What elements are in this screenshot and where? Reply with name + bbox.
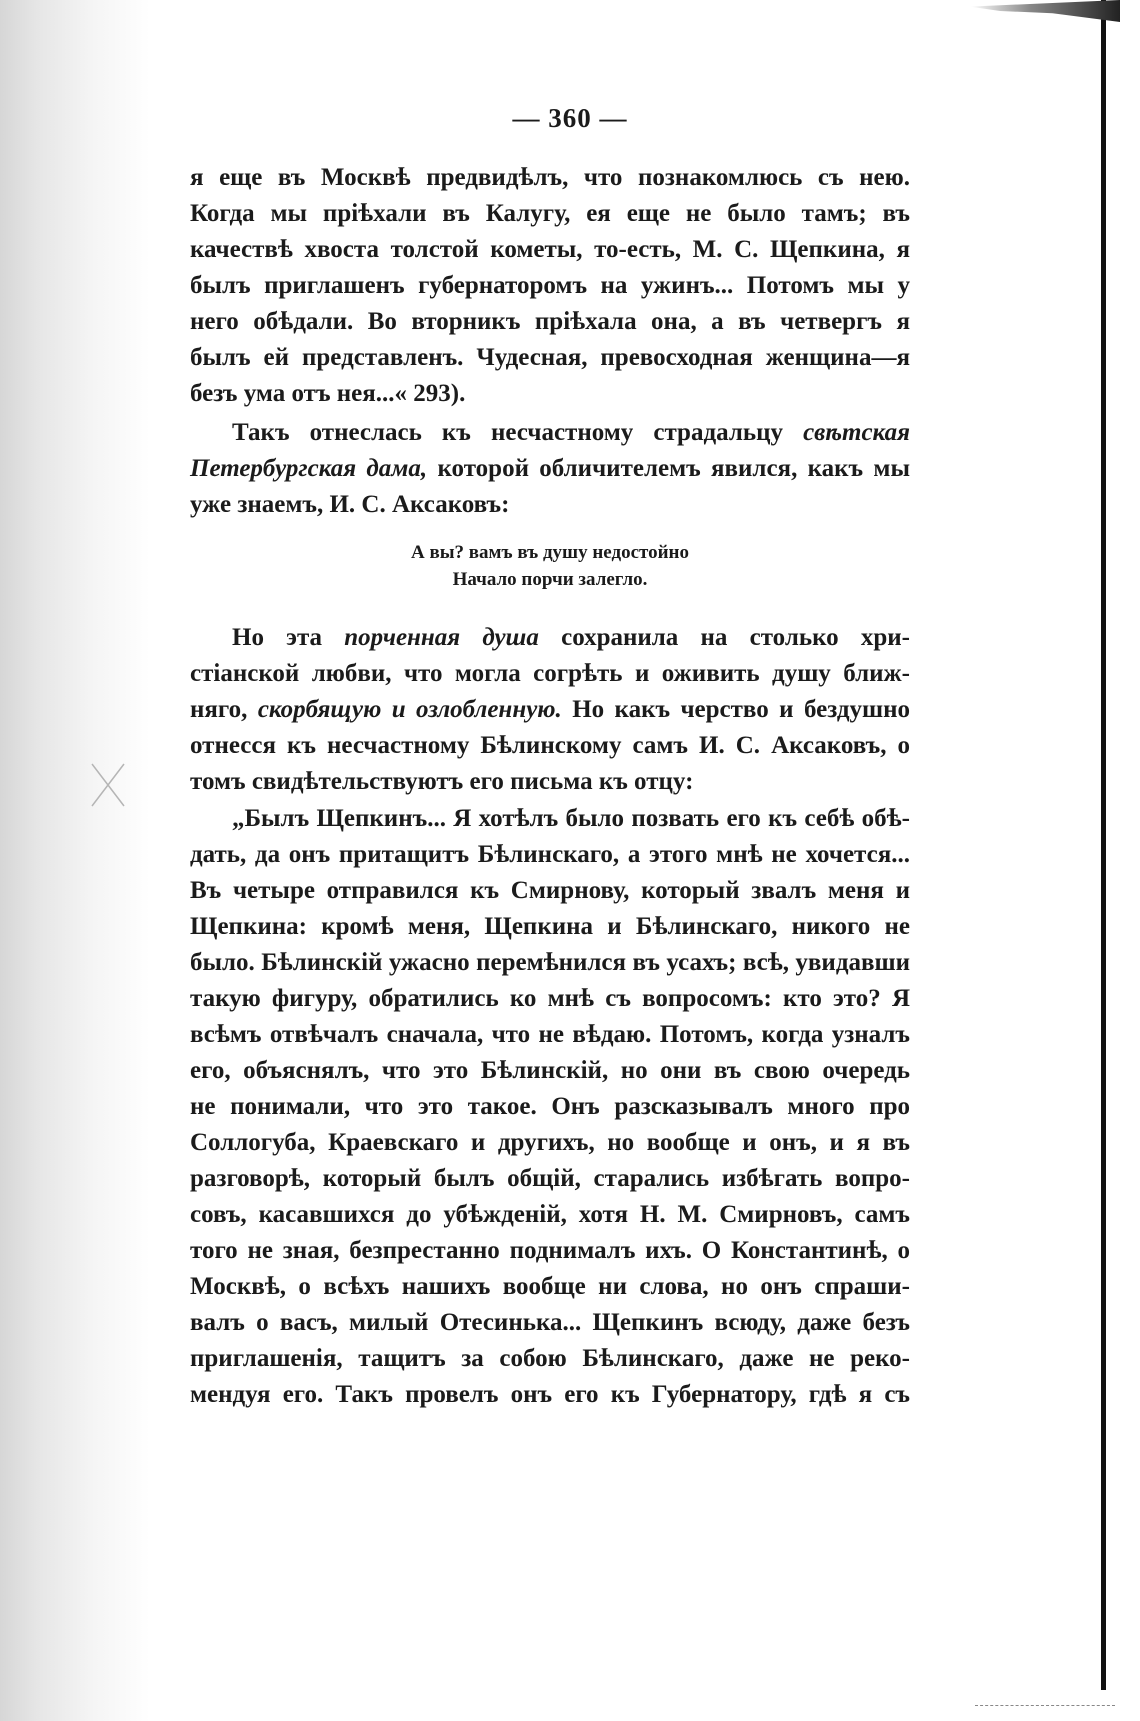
text-line: него обѣдали. Во вторникъ пріѣхала она, а въ четвергъ я <box>190 308 910 335</box>
text-line: я еще въ Москвѣ предвидѣлъ, что познакомлюсь съ нею. <box>190 164 910 191</box>
text-line: томъ свидѣтельствуютъ его письма къ отцу: <box>190 768 694 795</box>
text-line: разговорѣ, который былъ общій, старались избѣгать вопро- <box>190 1165 910 1192</box>
text-line: „Былъ Щепкинъ... Я хотѣлъ было позвать его къ себѣ обѣ- <box>232 805 910 832</box>
text-line: няго, скорбящую и озлобленную. Но какъ черство и бездушно <box>190 696 910 723</box>
scan-corner-mark <box>970 0 1120 22</box>
text-line: Соллогуба, Краевскаго и другихъ, но вообще и онъ, и я въ <box>190 1129 910 1156</box>
italic-phrase: порченная душа <box>344 624 539 651</box>
bottom-rule <box>975 1705 1115 1707</box>
text-line: не понимали, что это такое. Онъ разсказывалъ много про <box>190 1093 910 1120</box>
text-line: валъ о васъ, милый Отесинька... Щепкинъ всюду, даже безъ <box>190 1309 910 1336</box>
text-line: того не зная, безпрестанно поднималъ ихъ. О Константинѣ, о <box>190 1237 910 1264</box>
text-line: всѣмъ отвѣчалъ сначала, что не вѣдаю. Потомъ, когда узналъ <box>190 1021 910 1048</box>
text-line: мендуя его. Такъ провелъ онъ его къ Губернатору, гдѣ я съ <box>190 1381 910 1408</box>
text-line: дать, да онъ притащитъ Бѣлинскаго, а этого мнѣ не хочется... <box>190 841 910 868</box>
page-number: — 360 — <box>512 103 628 133</box>
text-line: безъ ума отъ нея...« 293). <box>190 380 466 407</box>
text-line: былъ ей представленъ. Чудесная, превосходная женщина—я <box>190 344 910 371</box>
text-line: Щепкина: кромѣ меня, Щепкина и Бѣлинскаго, никого не <box>190 913 910 940</box>
text-line: стіанской любви, что могла согрѣть и оживить душу ближ- <box>190 660 910 687</box>
text-line: приглашенія, тащитъ за собою Бѣлинскаго, даже не реко- <box>190 1345 910 1372</box>
text-line: Такъ отнеслась къ несчастному страдальцу свѣтская <box>232 419 910 446</box>
italic-phrase: свѣтская <box>803 419 910 446</box>
text-line: совъ, касавшихся до убѣжденій, хотя Н. М. Смирновъ, самъ <box>190 1201 910 1228</box>
verse-line: А вы? вамъ въ душу недостойно <box>410 542 689 563</box>
text-line: уже знаемъ, И. С. Аксаковъ: <box>190 491 510 518</box>
text-line: такую фигуру, обратились ко мнѣ съ вопросомъ: кто это? Я <box>190 985 910 1012</box>
text-line: Москвѣ, о всѣхъ нашихъ вообще ни слова, но онъ спраши- <box>190 1273 910 1300</box>
page-shadow <box>0 0 150 1721</box>
margin-cross-mark-icon <box>88 760 128 810</box>
text-line: Но эта порченная душа сохранила на столько хри- <box>232 624 910 651</box>
text-line: отнесся къ несчастному Бѣлинскому самъ И. С. Аксаковъ, о <box>190 732 910 759</box>
text-line: Когда мы пріѣхали въ Калугу, ея еще не было тамъ; въ <box>190 200 910 227</box>
page-edge <box>1101 0 1106 1690</box>
text-line: Въ четыре отправился къ Смирнову, который звалъ меня и <box>190 877 910 904</box>
text-line: Петербургская дама, которой обличителемъ явился, какъ мы <box>190 455 910 482</box>
text-line: его, объяснялъ, что это Бѣлинскій, но они въ свою очередь <box>190 1057 910 1084</box>
text-line: качествѣ хвоста толстой кометы, то-есть, М. С. Щепкина, я <box>190 236 910 263</box>
italic-phrase: скорбящую и озлобленную. <box>257 696 562 723</box>
text-line: былъ приглашенъ губернаторомъ на ужинъ... Потомъ мы у <box>190 272 910 299</box>
italic-phrase: Петербургская дама, <box>190 455 428 482</box>
text-line: было. Бѣлинскій ужасно перемѣнился въ усахъ; всѣ, увидавши <box>190 949 910 976</box>
verse-line: Начало порчи залегло. <box>452 569 648 590</box>
